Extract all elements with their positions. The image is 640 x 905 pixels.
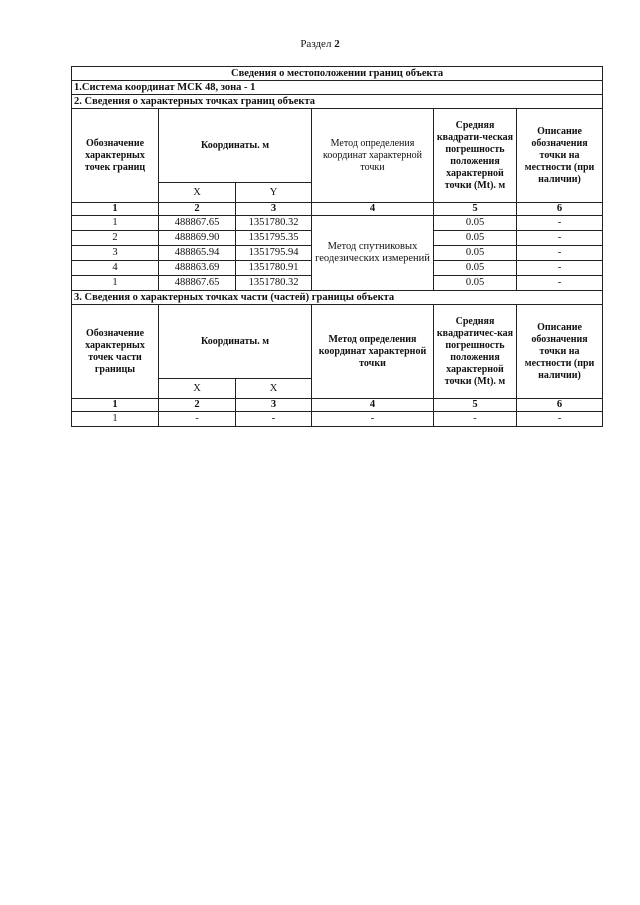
coord-x: 488863.69 <box>159 261 236 276</box>
coord-system: 1.Система координат МСК 48, зона - 1 <box>72 81 603 95</box>
col-number: 2 <box>159 399 236 412</box>
method-cell: Метод спутниковых геодезических измерений <box>312 216 434 291</box>
header-x: X <box>159 183 236 203</box>
accuracy-value: - <box>434 412 517 427</box>
header-description: Описание обозначения точки на местности (при наличии) <box>517 305 603 399</box>
header-x: X <box>159 379 236 399</box>
part3-heading: 3. Сведения о характерных точках части (частей) границы объекта <box>72 291 603 305</box>
accuracy-value: 0.05 <box>434 216 517 231</box>
header-description: Описание обозначения точки на местности (при наличии) <box>517 109 603 203</box>
col-number: 5 <box>434 399 517 412</box>
col-number: 2 <box>159 203 236 216</box>
coord-y: 1351780.32 <box>236 276 312 291</box>
accuracy-value: 0.05 <box>434 246 517 261</box>
col-number: 5 <box>434 203 517 216</box>
col-number: 6 <box>517 399 603 412</box>
description-value: - <box>517 412 603 427</box>
coord-x: 488867.65 <box>159 216 236 231</box>
coord-y: 1351780.32 <box>236 216 312 231</box>
col-number: 4 <box>312 203 434 216</box>
col-number: 3 <box>236 203 312 216</box>
col-number: 1 <box>72 203 159 216</box>
point-id: 2 <box>72 231 159 246</box>
accuracy-value: 0.05 <box>434 231 517 246</box>
coord-y: 1351795.35 <box>236 231 312 246</box>
method-cell: - <box>312 412 434 427</box>
table-row <box>72 412 603 427</box>
header-accuracy: Средняя квадратичес-кая погрешность положения характерной точки (Mt). м <box>434 305 517 399</box>
point-id: 4 <box>72 261 159 276</box>
col-number: 6 <box>517 203 603 216</box>
header-y: Y <box>236 183 312 203</box>
accuracy-value: 0.05 <box>434 276 517 291</box>
description-value: - <box>517 216 603 231</box>
accuracy-value: 0.05 <box>434 261 517 276</box>
column-numbers-row <box>72 399 603 412</box>
coord-x: 488865.94 <box>159 246 236 261</box>
boundary-table <box>71 66 603 427</box>
point-id: 1 <box>72 412 159 427</box>
point-id: 3 <box>72 246 159 261</box>
header-method: Метод определения координат характерной точки <box>312 305 434 399</box>
coord-x: - <box>159 412 236 427</box>
col-number: 1 <box>72 399 159 412</box>
description-value: - <box>517 231 603 246</box>
point-id: 1 <box>72 276 159 291</box>
point-id: 1 <box>72 216 159 231</box>
coord-x: 488869.90 <box>159 231 236 246</box>
part2-heading: 2. Сведения о характерных точках границ объекта <box>72 95 603 109</box>
coord-y: 1351795.94 <box>236 246 312 261</box>
coord-x: 488867.65 <box>159 276 236 291</box>
column-numbers-row <box>72 203 603 216</box>
header-designation: Обозначение характерных точек части границы <box>72 305 159 399</box>
section-label: Раздел <box>300 38 332 50</box>
header-designation: Обозначение характерных точек границ <box>72 109 159 203</box>
header-method: Метод определения координат характерной точки <box>312 109 434 203</box>
col-number: 4 <box>312 399 434 412</box>
header-accuracy: Средняя квадрати-ческая погрешность положения характерной точки (Mt). м <box>434 109 517 203</box>
header-x: X <box>236 379 312 399</box>
header-coordinates: Координаты. м <box>159 305 312 379</box>
table-row <box>72 216 603 231</box>
header-coordinates: Координаты. м <box>159 109 312 183</box>
section-title <box>0 38 640 50</box>
coord-y: - <box>236 412 312 427</box>
description-value: - <box>517 261 603 276</box>
description-value: - <box>517 246 603 261</box>
description-value: - <box>517 276 603 291</box>
coord-y: 1351780.91 <box>236 261 312 276</box>
col-number: 3 <box>236 399 312 412</box>
section-number: 2 <box>334 38 340 50</box>
table-title: Сведения о местоположении границ объекта <box>72 67 603 81</box>
